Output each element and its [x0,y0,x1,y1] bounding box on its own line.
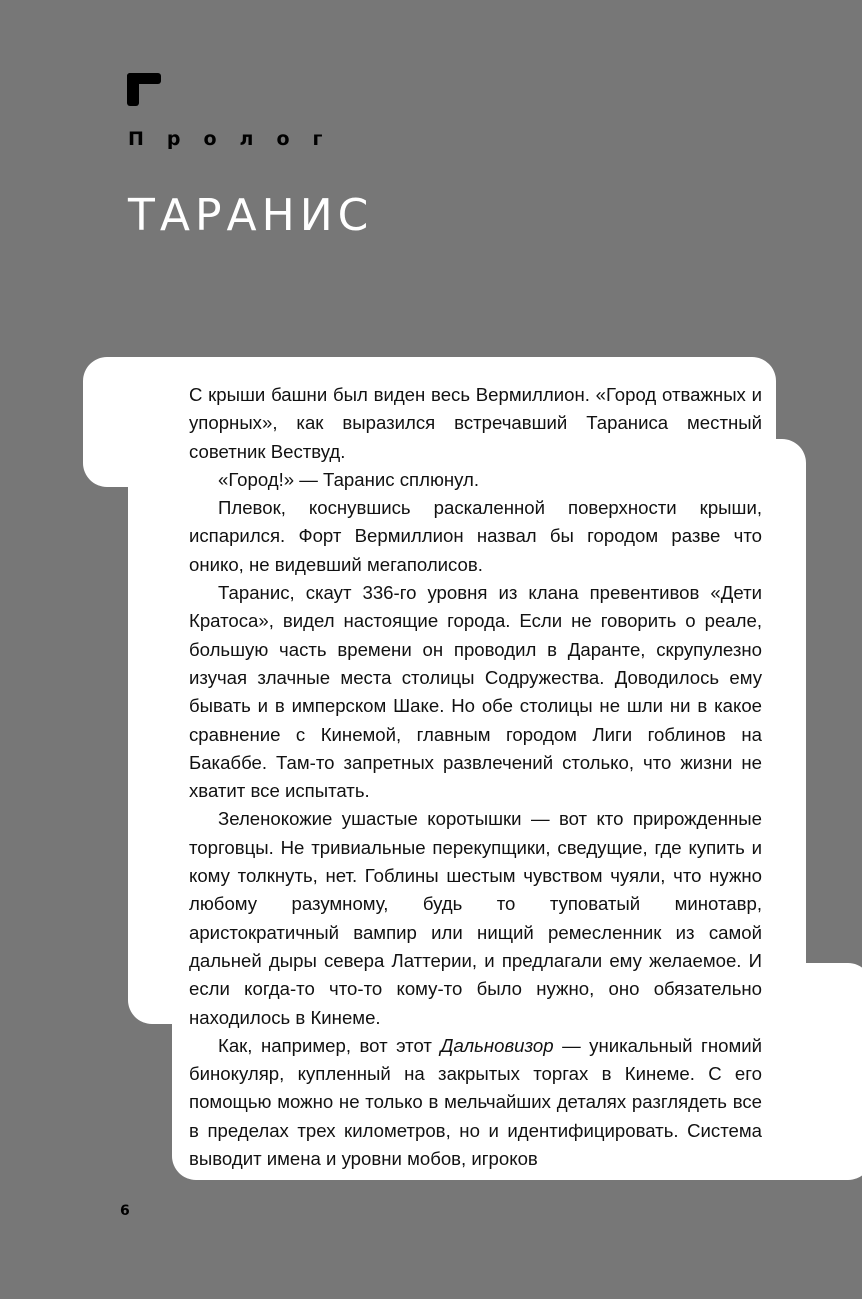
body-text [189,381,762,1173]
italic-term: Дальновизор [440,1034,554,1056]
page-number: 6 [120,1203,130,1219]
paragraph: С крыши башни был виден весь Вермиллион. «Город отважных и упорных», как выразился встречавший Тараниса местный советник Вествуд. [189,384,762,462]
paragraph-text: Как, например, вот этот [218,1034,441,1056]
chapter-label: Пролог [128,128,346,150]
paragraph: Зеленокожие ушастые коротышки — вот кто прирожденные торговцы. Не тривиальные перекупщики, сведущие, где купить и кому толкнуть, нет. Гоблины шестым чувством чуяли, что нужно любому разумному, будь то туповатый минотавр, аристократичный вампир или нищий ремесленник из самой дальней дыры севера Латтерии, и предлагали ему желаемое. И если когда-то что-то кому-то было нужно, оно обязательно находилось в Кинеме. [189,808,762,1028]
corner-bracket-icon [127,73,161,106]
paragraph: Таранис, скаут 336-го уровня из клана превентивов «Дети Кратоса», видел настоящие города. Если не говорить о реале, большую часть времени он проводил в Даранте, скрупулезно изучая злачные места столицы Содружества. Доводилось ему бывать и в имперском Шаке. Но обе столицы не шли ни в какое сравнение с Кинемой, главным городом Лиги гоблинов на Бакаббе. Там-то запретных развлечений столько, что жизни не хватит все испытать. [189,582,762,802]
chapter-title: ТАРАНИС [128,190,374,241]
paragraph-text: — уникальный гномий бинокуляр, купленный на закрытых торгах в Кинеме. С его помощью можно не только в мельчайших деталях разглядеть все в пределах трех километров, но и идентифицировать. Система выводит имена и уровни мобов, игроков [189,1034,762,1170]
paragraph: «Город!» — Таранис сплюнул. [218,468,480,490]
paragraph [189,1032,762,1173]
paragraph: Плевок, коснувшись раскаленной поверхности крыши, испарился. Форт Вермиллион назвал бы городом разве что онико, не видевший мегаполисов. [189,497,762,575]
